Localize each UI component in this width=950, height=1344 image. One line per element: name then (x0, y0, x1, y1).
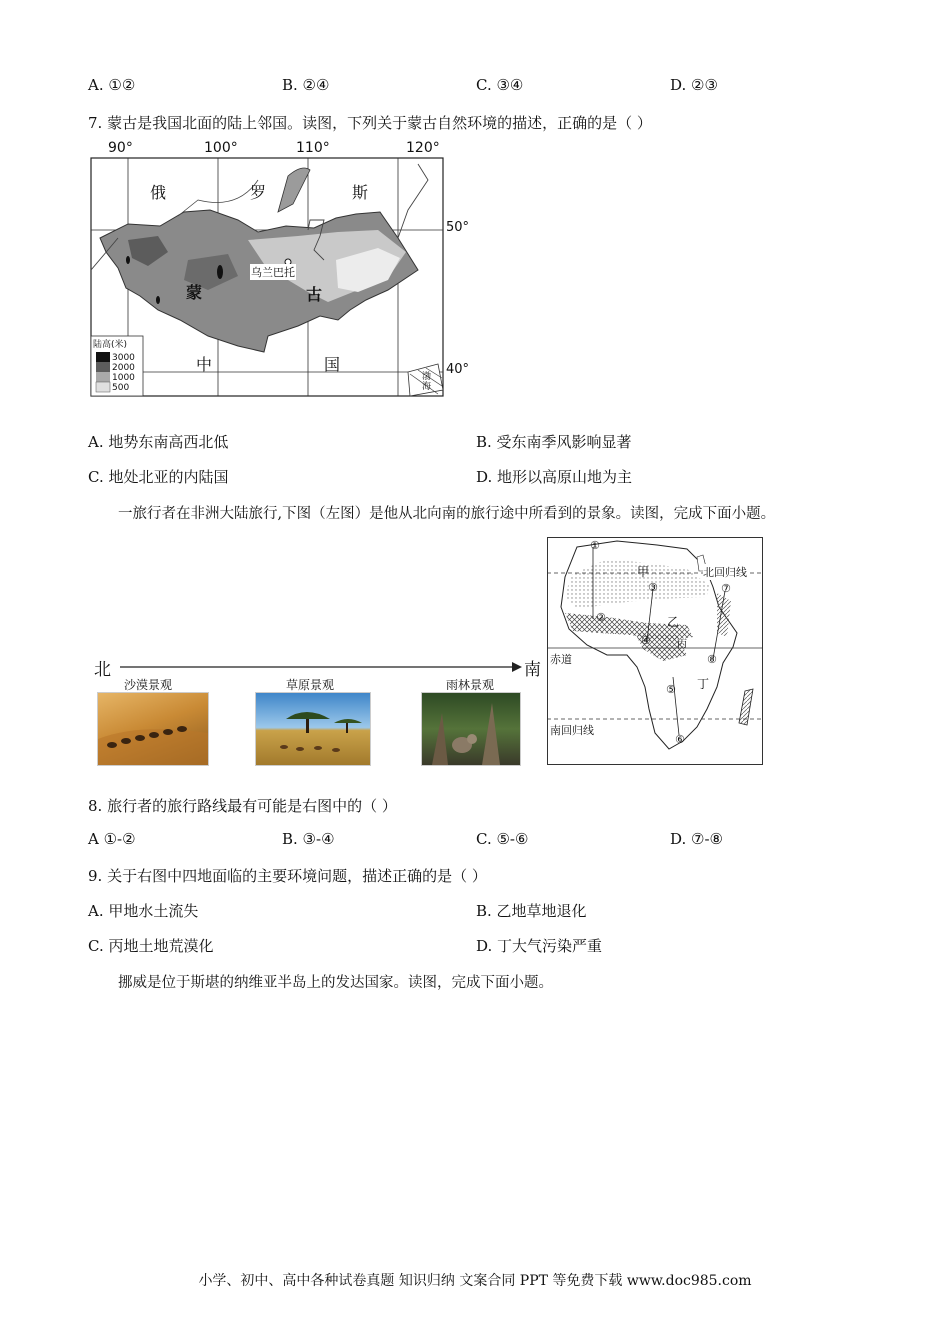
q9-option-a: A. 甲地水土流失 (88, 902, 199, 920)
rainforest-photo (421, 692, 521, 766)
q8-option-a: A ①-② (88, 830, 136, 848)
legend-500: 500 (112, 383, 130, 393)
mongolia-map (88, 140, 470, 402)
grassland-label: 草原景观 (286, 678, 335, 692)
region-jia: 甲 (637, 565, 650, 579)
point-3: ③ (648, 581, 658, 594)
rainforest-label: 雨林景观 (446, 678, 495, 692)
q9-option-c: C. 丙地土地荒漠化 (88, 937, 214, 955)
point-5: ⑤ (666, 683, 676, 696)
legend-3000: 3000 (112, 353, 135, 363)
point-6: ⑥ (675, 733, 685, 746)
q7-option-a: A. 地势东南高西北低 (88, 433, 229, 451)
equator-label: 赤道 (550, 653, 572, 666)
legend-2000: 2000 (112, 363, 135, 373)
q8-option-b: B. ③-④ (282, 830, 335, 848)
legend-title: 陆高(米) (93, 340, 128, 350)
legend-1000: 1000 (112, 373, 135, 383)
q6-option-d: D. ②③ (670, 76, 718, 94)
china-char-1: 中 (196, 355, 213, 374)
q8-option-d: D. ⑦-⑧ (670, 830, 723, 848)
q6-option-b: B. ②④ (282, 76, 330, 94)
desert-label: 沙漠景观 (124, 678, 173, 692)
lat-label-40: 40° (446, 362, 470, 377)
page-footer: 小学、初中、高中各种试卷真题 知识归纳 文案合同 PPT 等免费下载 www.doc985.com (198, 1273, 752, 1289)
capital-label: 乌兰巴托 (251, 266, 295, 279)
desert-photo (97, 692, 209, 766)
q8-stem: 8. 旅行者的旅行路线最有可能是右图中的（ ） (88, 797, 397, 815)
region-yi: 乙 (667, 615, 680, 629)
lon-label-90: 90° (108, 140, 133, 156)
tropic-north-label: 北回归线 (703, 566, 747, 579)
point-4: ④ (641, 634, 651, 647)
q6-option-c: C. ③④ (476, 76, 524, 94)
q9-option-b: B. 乙地草地退化 (476, 902, 587, 920)
lon-label-120: 120° (406, 140, 440, 156)
north-south-arrow (118, 660, 522, 674)
q8-option-c: C. ⑤-⑥ (476, 830, 529, 848)
q7-stem: 7. 蒙古是我国北面的陆上邻国。读图，下列关于蒙古自然环境的描述，正确的是（ ） (88, 114, 652, 132)
grassland-photo (255, 692, 371, 766)
africa-map (547, 537, 763, 765)
q7-option-b: B. 受东南季风影响显著 (476, 433, 632, 451)
point-7: ⑦ (721, 582, 731, 595)
lat-label-50: 50° (446, 220, 470, 235)
q7-option-d: D. 地形以高原山地为主 (476, 468, 633, 486)
russia-char-3: 斯 (352, 183, 369, 202)
point-1: ① (590, 539, 600, 552)
mongolia-char-2: 古 (306, 285, 323, 304)
q7-option-c: C. 地处北亚的内陆国 (88, 468, 229, 486)
north-label: 北 (94, 660, 111, 680)
mongolia-char-1: 蒙 (186, 283, 203, 302)
region-ding: 丁 (697, 677, 710, 691)
region-bing: 丙 (677, 639, 687, 650)
africa-intro: 一旅行者在非洲大陆旅行,下图（左图）是他从北向南的旅行途中所看到的景象。读图，完成下面小题。 (118, 506, 776, 522)
lon-label-100: 100° (204, 140, 238, 156)
south-label: 南 (524, 660, 541, 680)
q9-option-d: D. 丁大气污染严重 (476, 937, 603, 955)
china-char-2: 国 (324, 355, 341, 374)
russia-char-2: 罗 (250, 183, 267, 202)
bohai-label: 渤海 (422, 372, 432, 392)
russia-char-1: 俄 (150, 183, 167, 202)
q9-stem: 9. 关于右图中四地面临的主要环境问题，描述正确的是（ ） (88, 867, 487, 885)
point-2: ② (596, 611, 606, 624)
lon-label-110: 110° (296, 140, 330, 156)
tropic-south-label: 南回归线 (550, 724, 594, 737)
q6-option-a: A. ①② (88, 76, 136, 94)
norway-intro: 挪威是位于斯堪的纳维亚半岛上的发达国家。读图，完成下面小题。 (118, 975, 553, 991)
point-8: ⑧ (707, 653, 717, 666)
